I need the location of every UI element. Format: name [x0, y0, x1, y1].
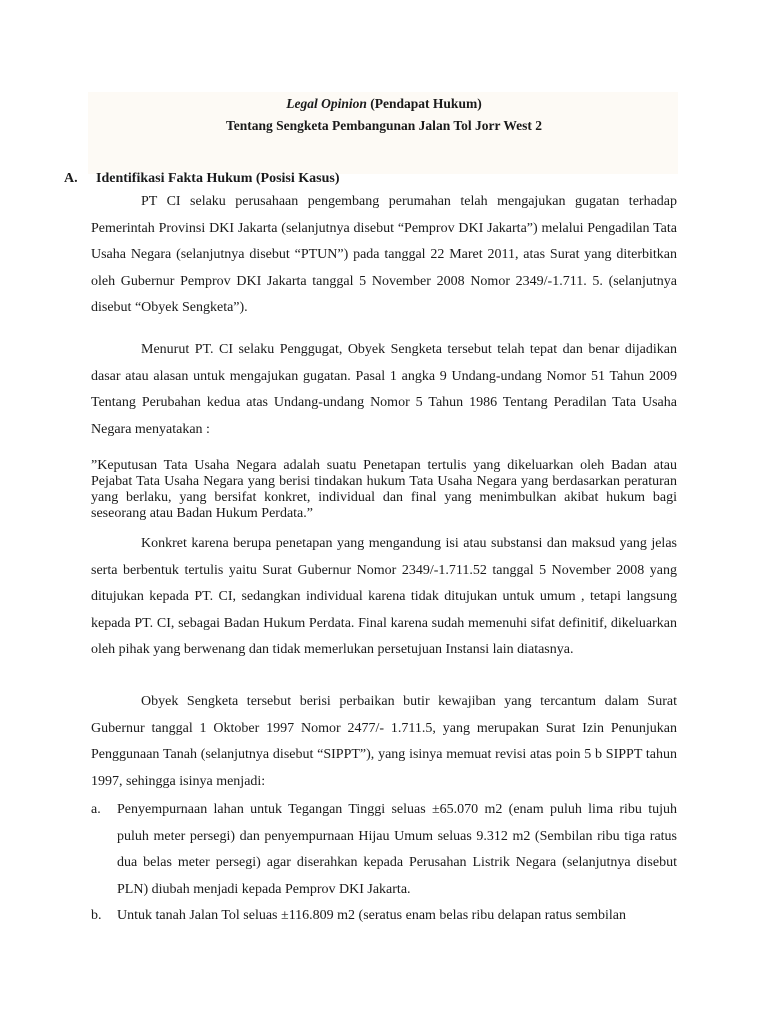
list-marker: a.	[91, 802, 101, 817]
paragraph-4: Obyek Sengketa tersebut berisi perbaikan butir kewajiban yang tercantum dalam Surat Gubernur tanggal 1 Oktober 1997 Nomor 2477/- 1.711.5, yang merupakan Surat Izin Penunjukan Penggunaan Tanah (selanjutnya disebut “SIPPT”), yang isinya memuat revisi atas poin 5 b SIPPT tahun 1997, sehingga isinya menjadi:	[91, 694, 677, 789]
list-text: Untuk tanah Jalan Tol seluas ±116.809 m2 (seratus enam belas ribu delapan ratus sembilan	[117, 908, 627, 923]
document-title	[0, 96, 768, 112]
paragraph-1: PT CI selaku perusahaan pengembang perumahan telah mengajukan gugatan terhadap Pemerintah Provinsi DKI Jakarta (selanjutnya disebut “Pemprov DKI Jakarta”) melalui Pengadilan Tata Usaha Negara (selanjutnya disebut “PTUN”) pada tanggal 22 Maret 2011, atas Surat yang diterbitkan oleh Gubernur Pemprov DKI Jakarta tanggal 5 November 2008 Nomor 2349/-1.711. 5. (selanjutnya disebut “Obyek Sengketa”).	[91, 194, 677, 315]
legal-quote: ”Keputusan Tata Usaha Negara adalah suatu Penetapan tertulis yang dikeluarkan oleh Badan atau Pejabat Tata Usaha Negara yang berisi tindakan hukum Tata Usaha Negara yang berdasarkan peraturan yang berlaku, yang bersifat konkret, individual dan final yang menimbulkan akibat hukum bagi seseorang atau Badan Hukum Perdata.”	[91, 458, 677, 521]
title-italic: Legal Opinion	[286, 96, 367, 111]
list-text: Penyempurnaan lahan untuk Tegangan Tinggi seluas ±65.070 m2 (enam puluh lima ribu tujuh puluh meter persegi) dan penyempurnaan Hijau Umum seluas 9.312 m2 (Sembilan ribu tiga ratus dua belas meter persegi) agar diserahkan kepada Perusahan Listrik Negara (selanjutnya disebut PLN) diubah menjadi kepada Pemprov DKI Jakarta.	[117, 802, 677, 897]
title-rest: (Pendapat Hukum)	[366, 96, 482, 111]
section-letter: A.	[64, 171, 78, 186]
paragraph-3: Konkret karena berupa penetapan yang mengandung isi atau substansi dan maksud yang jelas serta berbentuk tertulis yaitu Surat Gubernur Nomor 2349/-1.711.52 tanggal 5 November 2008 yang ditujukan kepada PT. CI, sedangkan individual karena tidak ditujukan untuk umum , tetapi langsung kepada PT. CI, sebagai Badan Hukum Perdata. Final karena sudah memenuhi sifat definitif, dikeluarkan oleh pihak yang berwenang dan tidak memerlukan persetujuan Instansi lain diatasnya.	[91, 536, 677, 657]
section-heading	[64, 171, 340, 187]
list-item	[91, 797, 677, 903]
list-marker: b.	[91, 908, 102, 923]
document-subtitle: Tentang Sengketa Pembangunan Jalan Tol Jorr West 2	[226, 118, 542, 133]
paragraph-2: Menurut PT. CI selaku Penggugat, Obyek Sengketa tersebut telah tepat dan benar dijadikan dasar atau alasan untuk mengajukan gugatan. Pasal 1 angka 9 Undang-undang Nomor 51 Tahun 2009 Tentang Perubahan kedua atas Undang-undang Nomor 5 Tahun 1986 Tentang Peradilan Tata Usaha Negara menyatakan :	[91, 342, 677, 437]
list-item	[91, 903, 677, 930]
section-title: Identifikasi Fakta Hukum (Posisi Kasus)	[96, 171, 340, 186]
